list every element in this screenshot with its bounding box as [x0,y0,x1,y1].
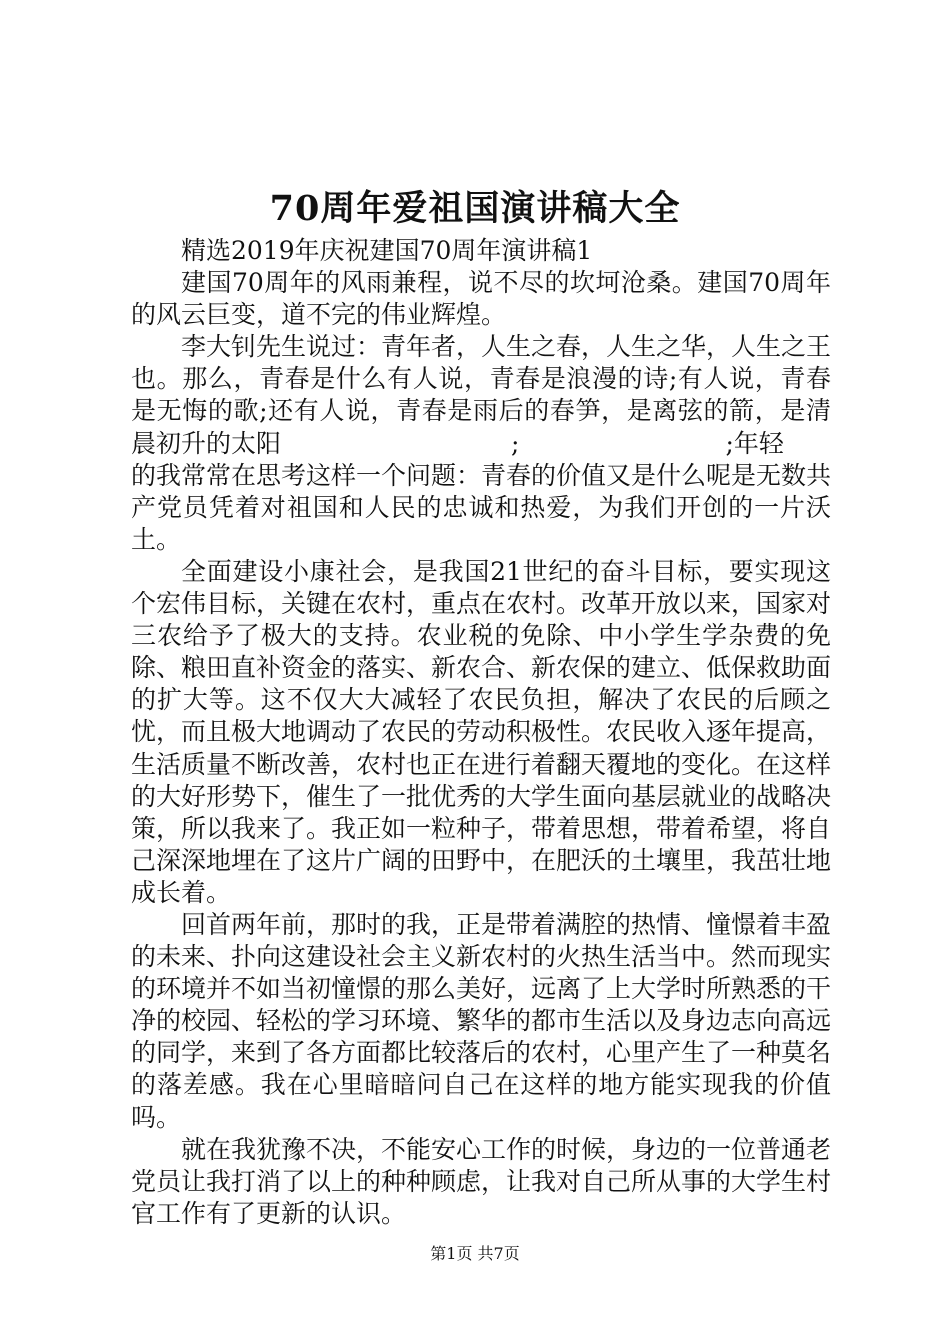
paragraph-2-continued: 的我常常在思考这样一个问题：青春的价值又是什么呢是无数共产党员凭着对祖国和人民的忠诚和热爱，为我们开创的一片沃土。 [131,460,832,554]
paragraph-2-text: 李大钊先生说过：青年者，人生之春，人生之华，人生之王也。那么，青春是什么有人说，青春是浪漫的诗;有人说，青春是无悔的歌;还有人说，青春是雨后的春笋，是离弦的箭，是清晨初升的太阳 [131,332,832,458]
page-number: 第1页 共7页 [430,1244,520,1263]
paragraph-3: 全面建设小康社会，是我国21世纪的奋斗目标，要实现这个宏伟目标，关键在农村，重点在农村。改革开放以来，国家对三农给予了极大的支持。农业税的免除、中小学生学杂费的免除、粮田直补资金的落实、新农合、新农保的建立、低保救助面的扩大等。这不仅大大减轻了农民负担，解决了农民的后顾之忧，而且极大地调动了农民的劳动积极性。农民收入逐年提高，生活质量不断改善，农村也正在进行着翻天覆地的变化。在这样的大好形势下，催生了一批优秀的大学生面向基层就业的战略决策，所以我来了。我正如一粒种子，带着思想，带着希望，将自己深深地埋在了这片广阔的田野中，在肥沃的土壤里，我茁壮地成长着。 [131,556,832,907]
separator-1: ; [511,428,520,458]
paragraph-5: 就在我犹豫不决，不能安心工作的时候，身边的一位普通老党员让我打消了以上的种种顾虑，让我对自己所从事的大学生村官工作有了更新的认识。 [131,1134,832,1228]
document-body [131,235,831,1230]
subtitle-line: 精选2019年庆祝建国70周年演讲稿1 [181,236,593,265]
paragraph-4: 回首两年前，那时的我，正是带着满腔的热情、憧憬着丰盈的未来、扑向这建设社会主义新农村的火热生活当中。然而现实的环境并不如当初憧憬的那么美好，远离了上大学时所熟悉的干净的校园、轻松的学习环境、繁华的都市生活以及身边志向高远的同学，来到了各方面都比较落后的农村，心里产生了一种莫名的落差感。我在心里暗暗问自己在这样的地方能实现我的价值吗。 [131,909,832,1132]
paragraph-1: 建国70周年的风雨兼程，说不尽的坎坷沧桑。建国70周年的风云巨变，道不完的伟业辉煌。 [131,268,831,330]
separator-2: ;年轻 [725,428,784,458]
document-title: 70周年爱祖国演讲稿大全 [269,188,681,229]
paragraph-2 [131,331,831,556]
